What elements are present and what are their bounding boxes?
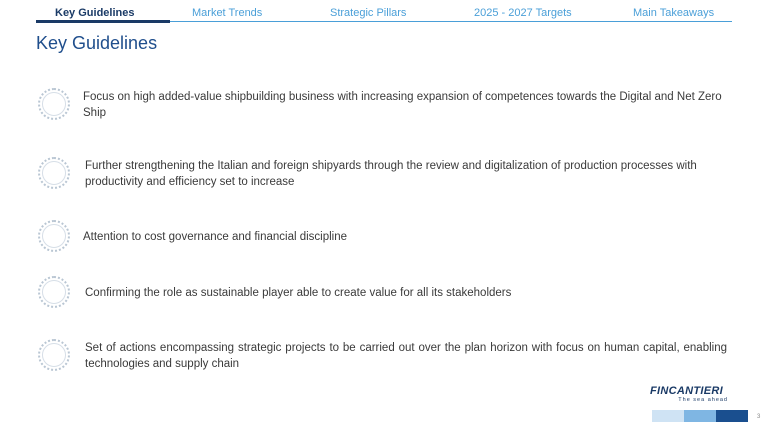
footer-bar-segment xyxy=(684,410,716,422)
guideline-text: Focus on high added-value shipbuilding business with increasing expansion of competences towards the Digital and Net Zero Ship xyxy=(83,91,722,119)
guideline-text: Attention to cost governance and financial discipline xyxy=(83,231,348,243)
guideline-text: Set of actions encompassing strategic projects to be carried out over the plan horizon with focus on human capital, enabling technologies and supply chain xyxy=(85,342,727,370)
circle-bullet-icon xyxy=(38,157,70,189)
guideline-text: Further strengthening the Italian and foreign shipyards through the review and digitalization of production processes with productivity and efficiency set to increase xyxy=(85,160,697,188)
active-tab-indicator xyxy=(36,20,170,23)
page-title: Key Guidelines xyxy=(36,33,158,53)
tab-2025-2027-targets[interactable]: 2025 - 2027 Targets xyxy=(474,7,572,19)
circle-bullet-icon xyxy=(38,88,70,120)
tab-main-takeaways[interactable]: Main Takeaways xyxy=(633,7,715,19)
fincantieri-logo xyxy=(650,385,728,403)
footer-bar-segment xyxy=(716,410,748,422)
tab-market-trends[interactable]: Market Trends xyxy=(192,7,263,19)
footer-bar-segment xyxy=(620,410,652,422)
footer-bar-segment xyxy=(652,410,684,422)
page-number: 3 xyxy=(757,414,761,420)
tab-key-guidelines[interactable]: Key Guidelines xyxy=(55,7,135,19)
tab-strategic-pillars[interactable]: Strategic Pillars xyxy=(330,7,407,19)
guideline-text: Confirming the role as sustainable player able to create value for all its stakeholders xyxy=(85,287,512,299)
circle-bullet-icon xyxy=(38,276,70,308)
circle-bullet-icon xyxy=(38,220,70,252)
logo-wordmark: FINCANTIERI xyxy=(650,385,723,397)
top-navigation xyxy=(36,6,732,22)
logo-tagline: The sea ahead xyxy=(678,397,728,403)
circle-bullet-icon xyxy=(38,339,70,371)
footer-color-bar xyxy=(620,410,748,422)
